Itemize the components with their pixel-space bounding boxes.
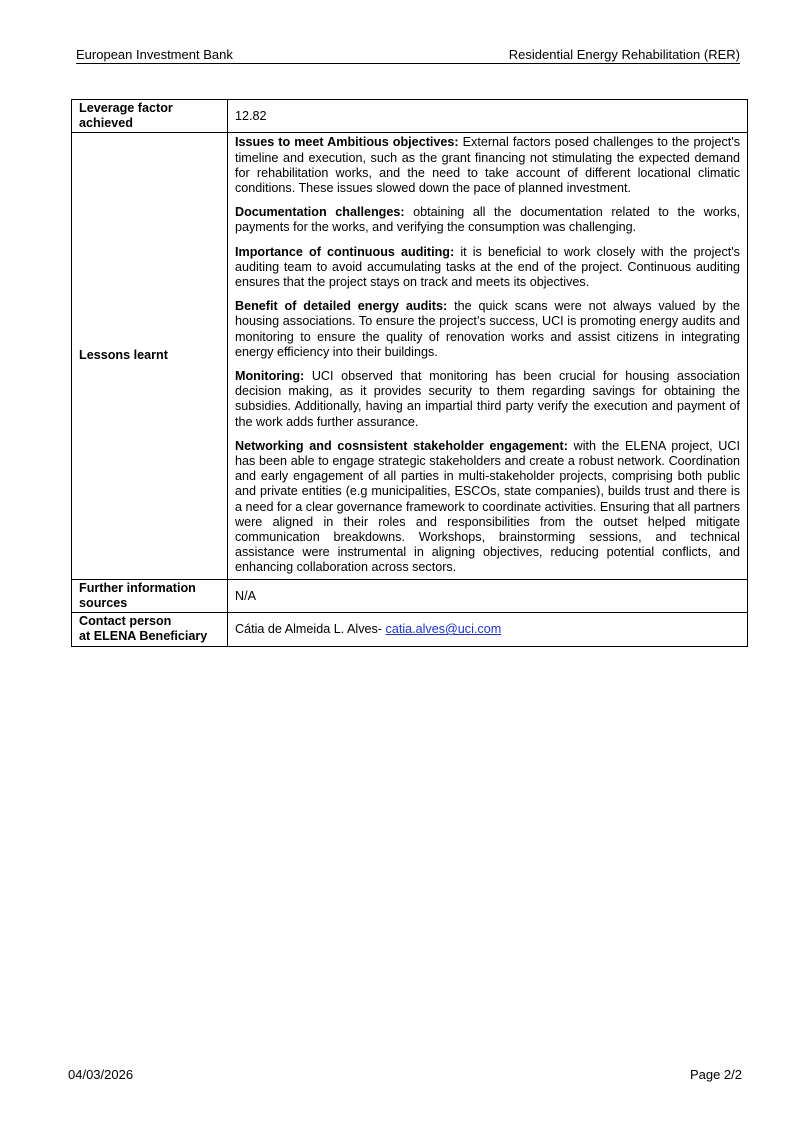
lesson-paragraph <box>235 299 740 360</box>
lesson-paragraph <box>235 245 740 291</box>
contact-email-link[interactable]: catia.alves@uci.com <box>385 622 502 637</box>
leverage-label: Leverage factor achieved <box>72 100 228 133</box>
lesson-paragraph <box>235 439 740 576</box>
further-info-value: N/A <box>228 579 748 612</box>
contact-value <box>228 613 748 646</box>
header-project-title: Residential Energy Rehabilitation (RER) <box>508 47 740 62</box>
lesson-paragraph <box>235 369 740 430</box>
lessons-row <box>72 133 748 579</box>
lessons-content <box>228 133 748 579</box>
lesson-title: Documentation challenges: <box>235 205 405 220</box>
lesson-text: External factors posed challenges to the project's timeline and execution, such as the grant financing not stimulating the expected demand for rehabilitation works, and the need to take account of different locational climatic conditions. These issues slowed down the pace of planned investment. <box>235 135 740 196</box>
contact-label <box>72 613 228 646</box>
contact-name: Cátia de Almeida L. Alves- <box>235 622 386 637</box>
lesson-title: Monitoring: <box>235 369 305 384</box>
contact-label-line2: at ELENA Beneficiary <box>79 629 208 644</box>
lesson-title: Issues to meet Ambitious objectives: <box>235 135 459 150</box>
lesson-text: obtaining all the documentation related to the works, payments for the works, and verifying the consumption was challenging. <box>235 205 740 235</box>
contact-row <box>72 613 748 646</box>
lesson-paragraph <box>235 205 740 235</box>
lessons-label: Lessons learnt <box>72 133 228 579</box>
lesson-title: Benefit of detailed energy audits: <box>235 299 448 314</box>
lesson-text: UCI observed that monitoring has been crucial for housing association decision making, as it provides security to them regarding savings for obtaining the subsidies. Additionally, having an impartial third party verify the execution and payment of the work adds further assurance. <box>235 369 740 429</box>
footer-page-number: Page 2/2 <box>689 1067 742 1082</box>
contact-label-line1: Contact person <box>79 614 172 629</box>
leverage-row <box>72 100 748 133</box>
lesson-text: it is beneficial to work closely with the project's auditing team to avoid accumulating tasks at the end of the project. Continuous auditing ensures that the project stays on track and meets its objectives. <box>235 244 740 290</box>
page-header <box>76 47 740 64</box>
lesson-title: Networking and cosnsistent stakeholder engagement: <box>235 438 568 453</box>
header-organization: European Investment Bank <box>76 47 233 62</box>
project-info-table <box>71 99 748 647</box>
leverage-value: 12.82 <box>228 100 748 133</box>
further-info-label: Further information sources <box>72 579 228 612</box>
lesson-text: the quick scans were not always valued by the housing associations. To ensure the project’s success, UCI is promoting energy audits and monitoring to ensure the quality of renovation works and assist citizens in integrating energy efficiency into their buildings. <box>235 299 741 359</box>
footer-date: 04/03/2026 <box>68 1067 134 1082</box>
lesson-text: with the ELENA project, UCI has been able to engage strategic stakeholders and create a robust network. Coordination and early engagement of all parties in multi-stakeholder projects, comprising both public and private entities (e.g municipalities, ESCOs, state companies), builds trust and there is a need for a clear governance framework to coordinate activities. Ensuring that all partners were aligned in their roles and responsibilities from the outset helped mitigate communication breakdowns. Workshops, brainstorming sessions, and technical assistance were instrumental in aligning objectives, reducing potential conflicts, and enhancing collaboration across sectors. <box>235 438 740 575</box>
lesson-paragraph <box>235 135 740 196</box>
further-info-row <box>72 579 748 612</box>
lesson-title: Importance of continuous auditing: <box>235 244 455 259</box>
